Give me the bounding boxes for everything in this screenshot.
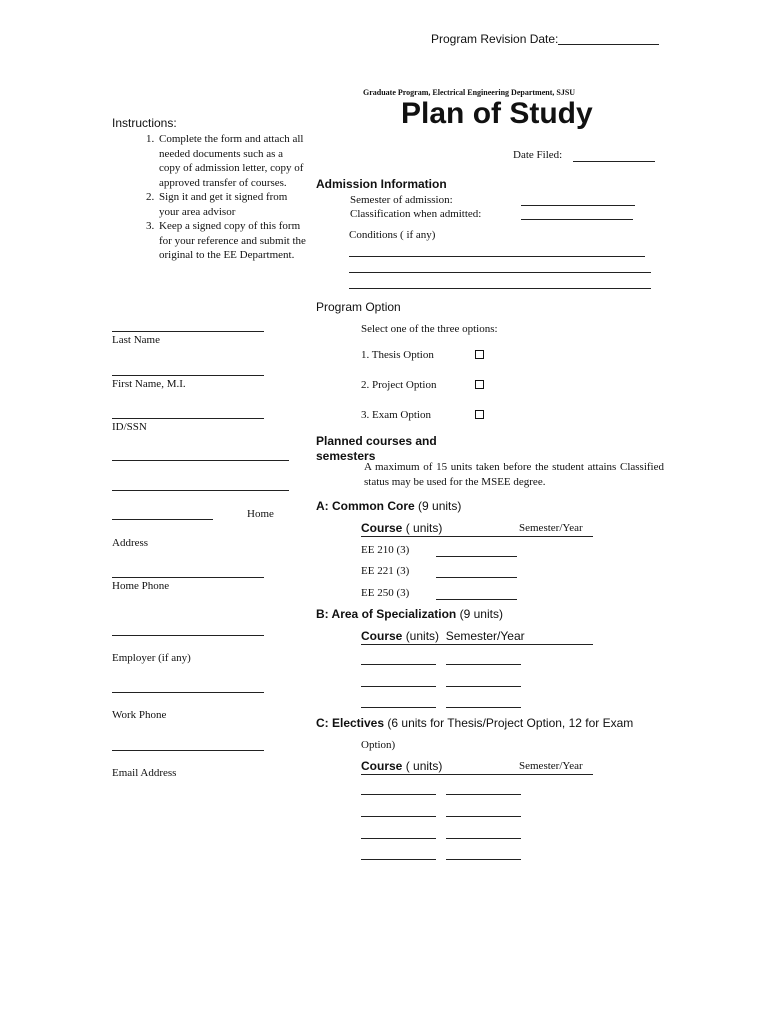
electives-heading <box>316 716 633 730</box>
exam-option-label: 3. Exam Option <box>361 409 431 421</box>
spec-course-line-2[interactable] <box>361 686 436 687</box>
specialization-units: (9 units) <box>459 607 503 621</box>
specialization-label: B: Area of Specialization <box>316 607 457 621</box>
electives-header-rule <box>361 774 593 775</box>
elec-course-line-2[interactable] <box>361 816 436 817</box>
department-line: Graduate Program, Electrical Engineering Department, SJSU <box>363 88 576 97</box>
course-col-label: Course <box>361 521 403 535</box>
id-line[interactable] <box>112 418 264 419</box>
thesis-option-label: 1. Thesis Option <box>361 349 434 361</box>
instruction-item: 1. Complete the form and attach all needed documents such as a copy of admission letter, copy of approved transfer of courses. <box>157 132 307 190</box>
date-filed-label: Date Filed: <box>513 149 563 161</box>
course-col-label: Course <box>361 759 403 773</box>
instructions-block <box>112 116 307 263</box>
planned-heading: Planned courses and <box>316 434 437 448</box>
units-col-label: ( units) <box>405 759 443 773</box>
electives-units: (6 units for Thesis/Project Option, 12 for Exam <box>387 716 634 730</box>
elec-course-line-4[interactable] <box>361 859 436 860</box>
project-option-label: 2. Project Option <box>361 379 437 391</box>
thesis-option-checkbox[interactable] <box>475 350 484 359</box>
program-revision-label: Program Revision Date: <box>431 32 559 46</box>
common-core-units: (9 units) <box>418 499 462 513</box>
program-option-heading: Program Option <box>316 300 401 314</box>
work-phone-line[interactable] <box>112 692 264 693</box>
conditions-line-1[interactable] <box>349 256 645 257</box>
planned-heading-cont: semesters <box>316 449 376 463</box>
spec-semester-line-2[interactable] <box>446 686 521 687</box>
conditions-line-2[interactable] <box>349 272 651 273</box>
address-line-3[interactable] <box>112 519 213 520</box>
revision-date-line[interactable] <box>558 44 659 45</box>
specialization-header-rule <box>361 644 593 645</box>
first-name-line[interactable] <box>112 375 264 376</box>
address-line-2[interactable] <box>112 490 289 491</box>
course-col-label: Course <box>361 629 403 643</box>
course-ee210: EE 210 (3) <box>361 544 410 556</box>
semester-admission-label: Semester of admission: <box>350 194 453 206</box>
common-core-heading <box>316 499 461 513</box>
spec-semester-line-1[interactable] <box>446 664 521 665</box>
home-phone-label: Home Phone <box>112 580 170 592</box>
work-phone-label: Work Phone <box>112 709 167 721</box>
address-line-1[interactable] <box>112 460 289 461</box>
date-filed-line[interactable] <box>573 161 655 162</box>
select-instruction: Select one of the three options: <box>361 323 498 335</box>
spec-course-line-3[interactable] <box>361 707 436 708</box>
conditions-line-3[interactable] <box>349 288 651 289</box>
ee221-semester-line[interactable] <box>436 577 517 578</box>
elec-semester-line-1[interactable] <box>446 794 521 795</box>
planned-note: A maximum of 15 units taken before the student attains Classified status may be used for the MSEE degree. <box>364 461 664 488</box>
classification-label: Classification when admitted: <box>350 208 482 220</box>
electives-label: C: Electives <box>316 716 385 730</box>
units-col-label: ( units) <box>405 521 443 535</box>
elec-semester-line-4[interactable] <box>446 859 521 860</box>
specialization-heading <box>316 607 503 621</box>
page-title: Plan of Study <box>401 97 593 130</box>
home-label: Home <box>247 508 274 520</box>
email-label: Email Address <box>112 767 177 779</box>
sem-col-label: Semester/Year <box>445 629 525 643</box>
id-label: ID/SSN <box>112 421 147 433</box>
ee250-semester-line[interactable] <box>436 599 517 600</box>
spec-course-line-1[interactable] <box>361 664 436 665</box>
last-name-line[interactable] <box>112 331 264 332</box>
specialization-col-headers <box>361 629 525 643</box>
instruction-item: 2. Sign it and get it signed from your area advisor <box>157 190 307 219</box>
classification-line[interactable] <box>521 219 633 220</box>
common-core-header-rule <box>361 536 593 537</box>
common-core-course-col <box>361 521 442 535</box>
course-ee221: EE 221 (3) <box>361 565 410 577</box>
semester-admission-line[interactable] <box>521 205 635 206</box>
electives-sem-col: Semester/Year <box>519 760 583 772</box>
project-option-checkbox[interactable] <box>475 380 484 389</box>
elec-semester-line-3[interactable] <box>446 838 521 839</box>
common-core-label: A: Common Core <box>316 499 415 513</box>
electives-course-col <box>361 759 442 773</box>
spec-semester-line-3[interactable] <box>446 707 521 708</box>
instruction-item: 3. Keep a signed copy of this form for your reference and submit the original to the EE Department. <box>157 219 307 263</box>
last-name-label: Last Name <box>112 334 160 346</box>
elec-semester-line-2[interactable] <box>446 816 521 817</box>
employer-line[interactable] <box>112 635 264 636</box>
admission-heading: Admission Information <box>316 177 447 191</box>
email-line[interactable] <box>112 750 264 751</box>
common-core-sem-col: Semester/Year <box>519 522 583 534</box>
employer-label: Employer (if any) <box>112 652 191 664</box>
home-phone-line[interactable] <box>112 577 264 578</box>
electives-units-cont: Option) <box>361 739 396 751</box>
instructions-title: Instructions: <box>112 116 177 130</box>
elec-course-line-3[interactable] <box>361 838 436 839</box>
first-name-label: First Name, M.I. <box>112 378 186 390</box>
elec-course-line-1[interactable] <box>361 794 436 795</box>
address-label: Address <box>112 537 149 549</box>
exam-option-checkbox[interactable] <box>475 410 484 419</box>
conditions-label: Conditions ( if any) <box>349 229 436 241</box>
course-ee250: EE 250 (3) <box>361 587 410 599</box>
ee210-semester-line[interactable] <box>436 556 517 557</box>
units-col-label: (units) <box>405 629 440 643</box>
